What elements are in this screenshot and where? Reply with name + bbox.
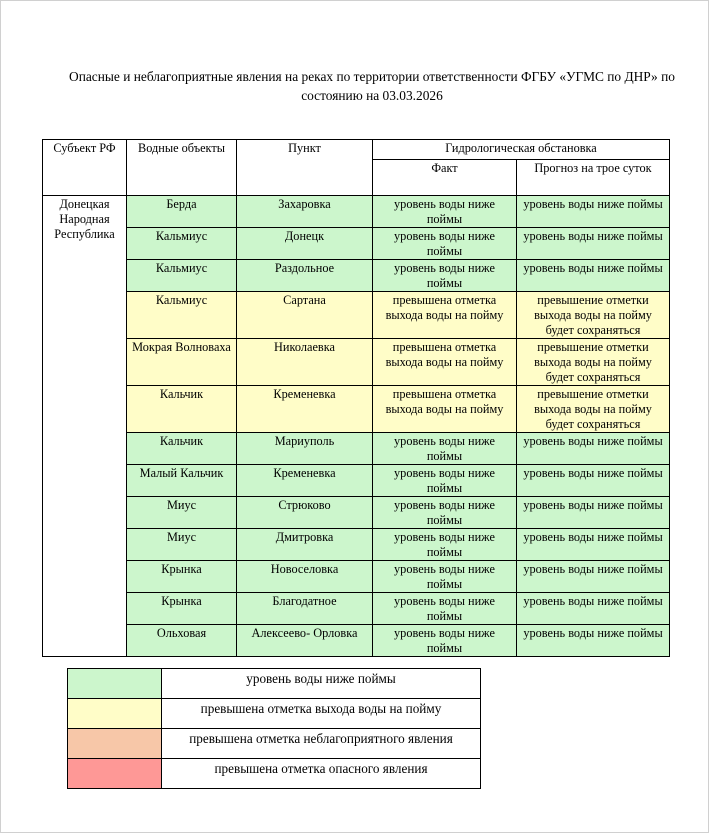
legend-swatch (68, 729, 162, 759)
river-cell: Кальчик (127, 386, 237, 433)
table-row (43, 228, 670, 260)
legend-swatch (68, 759, 162, 789)
header-point: Пункт (237, 140, 373, 196)
page-title: Опасные и неблагоприятные явления на реках по территории ответственности ФГБУ «УГМС по ДНР» по состоянию на 03.03.2026 (69, 69, 675, 103)
header-subject: Субъект РФ (43, 140, 127, 196)
fact-cell: уровень воды ниже поймы (373, 433, 517, 465)
forecast-cell: уровень воды ниже поймы (517, 260, 670, 292)
legend-label: уровень воды ниже поймы (162, 669, 481, 699)
table-row (43, 386, 670, 433)
point-cell: Мариуполь (237, 433, 373, 465)
legend-row (68, 729, 481, 759)
header-hydro-situation: Гидрологическая обстановка (373, 140, 670, 160)
river-cell: Миус (127, 497, 237, 529)
fact-cell: уровень воды ниже поймы (373, 561, 517, 593)
forecast-cell: уровень воды ниже поймы (517, 433, 670, 465)
legend-row (68, 669, 481, 699)
river-cell: Кальмиус (127, 292, 237, 339)
point-cell: Новоселовка (237, 561, 373, 593)
header-fact: Факт (373, 160, 517, 196)
point-cell: Кременевка (237, 465, 373, 497)
fact-cell: превышена отметка выхода воды на пойму (373, 292, 517, 339)
subject-cell: Донецкая Народная Республика (43, 196, 127, 657)
table-row (43, 196, 670, 228)
table-row (43, 433, 670, 465)
legend-swatch (68, 699, 162, 729)
point-cell: Алексеево- Орловка (237, 625, 373, 657)
table-row (43, 465, 670, 497)
legend-label: превышена отметка опасного явления (162, 759, 481, 789)
forecast-cell: превышение отметки выхода воды на пойму будет сохраняться (517, 339, 670, 386)
river-cell: Крынка (127, 561, 237, 593)
river-cell: Берда (127, 196, 237, 228)
fact-cell: уровень воды ниже поймы (373, 497, 517, 529)
legend-table (67, 668, 481, 789)
hydro-table (42, 139, 670, 657)
table-row (43, 260, 670, 292)
fact-cell: превышена отметка выхода воды на пойму (373, 386, 517, 433)
fact-cell: уровень воды ниже поймы (373, 529, 517, 561)
forecast-cell: уровень воды ниже поймы (517, 228, 670, 260)
forecast-cell: уровень воды ниже поймы (517, 625, 670, 657)
forecast-cell: уровень воды ниже поймы (517, 497, 670, 529)
forecast-cell: уровень воды ниже поймы (517, 561, 670, 593)
forecast-cell: превышение отметки выхода воды на пойму будет сохраняться (517, 292, 670, 339)
table-row (43, 497, 670, 529)
forecast-cell: уровень воды ниже поймы (517, 465, 670, 497)
legend-swatch (68, 669, 162, 699)
river-cell: Мокрая Волноваха (127, 339, 237, 386)
point-cell: Сартана (237, 292, 373, 339)
river-cell: Кальмиус (127, 228, 237, 260)
fact-cell: уровень воды ниже поймы (373, 593, 517, 625)
fact-cell: уровень воды ниже поймы (373, 625, 517, 657)
point-cell: Благодатное (237, 593, 373, 625)
header-water-objects: Водные объекты (127, 140, 237, 196)
fact-cell: превышена отметка выхода воды на пойму (373, 339, 517, 386)
forecast-cell: уровень воды ниже поймы (517, 593, 670, 625)
point-cell: Дмитровка (237, 529, 373, 561)
fact-cell: уровень воды ниже поймы (373, 465, 517, 497)
point-cell: Николаевка (237, 339, 373, 386)
header-forecast: Прогноз на трое суток (517, 160, 670, 196)
river-cell: Кальмиус (127, 260, 237, 292)
river-cell: Миус (127, 529, 237, 561)
table-row (43, 625, 670, 657)
legend-row (68, 759, 481, 789)
forecast-cell: уровень воды ниже поймы (517, 196, 670, 228)
table-row (43, 292, 670, 339)
fact-cell: уровень воды ниже поймы (373, 228, 517, 260)
point-cell: Захаровка (237, 196, 373, 228)
fact-cell: уровень воды ниже поймы (373, 260, 517, 292)
river-cell: Крынка (127, 593, 237, 625)
river-cell: Малый Кальчик (127, 465, 237, 497)
forecast-cell: уровень воды ниже поймы (517, 529, 670, 561)
point-cell: Раздольное (237, 260, 373, 292)
point-cell: Кременевка (237, 386, 373, 433)
river-cell: Ольховая (127, 625, 237, 657)
table-row (43, 593, 670, 625)
legend-label: превышена отметка неблагоприятного явления (162, 729, 481, 759)
fact-cell: уровень воды ниже поймы (373, 196, 517, 228)
river-cell: Кальчик (127, 433, 237, 465)
table-row (43, 339, 670, 386)
point-cell: Донецк (237, 228, 373, 260)
legend-row (68, 699, 481, 729)
forecast-cell: превышение отметки выхода воды на пойму будет сохраняться (517, 386, 670, 433)
table-row (43, 529, 670, 561)
legend-label: превышена отметка выхода воды на пойму (162, 699, 481, 729)
point-cell: Стрюково (237, 497, 373, 529)
table-row (43, 561, 670, 593)
